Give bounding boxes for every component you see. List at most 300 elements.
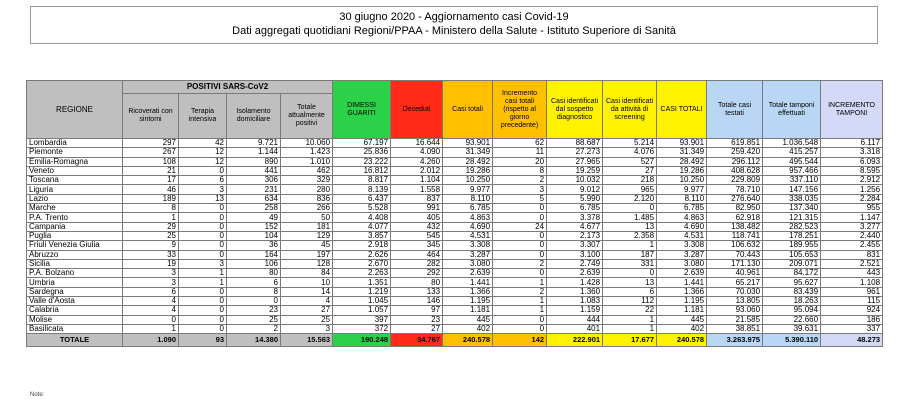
table-cell: 45 [281, 241, 333, 250]
table-cell: 1.159 [547, 306, 603, 315]
table-cell: 0 [179, 241, 227, 250]
table-row [27, 213, 883, 222]
table-cell: 1.104 [391, 176, 443, 185]
table-cell: 2.173 [547, 231, 603, 240]
table-cell: 197 [281, 250, 333, 259]
table-cell: 152 [227, 222, 281, 231]
col-header-incremento-casi: Incremento casi totali (rispetto al giorno precedente) [493, 81, 547, 139]
table-row [27, 241, 883, 250]
table-cell: 40.961 [707, 269, 763, 278]
table-cell: 128 [281, 259, 333, 268]
table-cell: 4 [123, 297, 179, 306]
table-cell: 29 [123, 222, 179, 231]
table-cell: 3.307 [547, 241, 603, 250]
table-cell: 10.060 [281, 139, 333, 148]
table-cell: 3.080 [443, 259, 493, 268]
col-header-deceduti: Deceduti [391, 81, 443, 139]
table-cell: 22 [603, 306, 657, 315]
table-row [27, 157, 883, 166]
table-row [27, 176, 883, 185]
table-cell: 10.250 [657, 176, 707, 185]
table-cell: 0 [493, 204, 547, 213]
region-name: Valle d'Aosta [27, 297, 123, 306]
table-cell: 6 [227, 278, 281, 287]
table-cell: 33 [123, 250, 179, 259]
table-cell: 112 [603, 297, 657, 306]
table-row [27, 204, 883, 213]
table-cell: 6.785 [547, 204, 603, 213]
col-header-terapia-intensiva: Terapia intensiva [179, 94, 227, 139]
table-cell: 11 [493, 148, 547, 157]
table-cell: 4 [123, 306, 179, 315]
table-cell: 266 [281, 204, 333, 213]
table-cell: 231 [227, 185, 281, 194]
table-cell: 17 [123, 176, 179, 185]
table-cell: 3.277 [821, 222, 883, 231]
table-row [27, 324, 883, 333]
report-header [30, 6, 878, 44]
table-cell: 1.036.548 [763, 139, 821, 148]
table-cell: 1.428 [547, 278, 603, 287]
table-cell: 634 [227, 194, 281, 203]
table-cell: 296.112 [707, 157, 763, 166]
table-cell: 42 [179, 139, 227, 148]
table-cell: 4.690 [657, 222, 707, 231]
table-cell: 297 [123, 139, 179, 148]
table-cell: 890 [227, 157, 281, 166]
table-cell: 27 [281, 306, 333, 315]
table-cell: 495.544 [763, 157, 821, 166]
table-cell: 8.139 [333, 185, 391, 194]
table-cell: 106 [227, 259, 281, 268]
table-cell: 4.260 [391, 157, 443, 166]
table-cell: 8.595 [821, 166, 883, 175]
table-cell: 3 [179, 259, 227, 268]
table-cell: 1 [123, 213, 179, 222]
table-cell: 93.060 [707, 306, 763, 315]
table-cell: 67.197 [333, 139, 391, 148]
col-header-regione: REGIONE [27, 81, 123, 139]
table-cell: 444 [547, 315, 603, 324]
table-cell: 36 [227, 241, 281, 250]
table-cell: 16.644 [391, 139, 443, 148]
table-cell: 20 [493, 157, 547, 166]
table-cell: 3.318 [821, 148, 883, 157]
table-cell: 84.172 [763, 269, 821, 278]
table-cell: 441 [227, 166, 281, 175]
table-cell: 372 [333, 324, 391, 333]
table-cell: 4.090 [391, 148, 443, 157]
table-cell: 2.012 [391, 166, 443, 175]
table-cell: 13 [179, 194, 227, 203]
region-name: Marche [27, 204, 123, 213]
table-cell: 19.259 [547, 166, 603, 175]
table-cell: 16.812 [333, 166, 391, 175]
table-cell: 1.181 [657, 306, 707, 315]
table-cell: 2.749 [547, 259, 603, 268]
table-cell: 0 [493, 250, 547, 259]
table-cell: 88.687 [547, 139, 603, 148]
table-cell: 5.528 [333, 204, 391, 213]
table-cell: 0 [179, 204, 227, 213]
covid-data-table [26, 80, 883, 347]
table-cell: 3.080 [657, 259, 707, 268]
table-cell: 405 [391, 213, 443, 222]
table-cell: 2.912 [821, 176, 883, 185]
table-cell: 4.077 [333, 222, 391, 231]
region-name: Friuli Venezia Giulia [27, 241, 123, 250]
table-cell: 186 [821, 315, 883, 324]
table-cell: 28.492 [657, 157, 707, 166]
table-cell: 95.627 [763, 278, 821, 287]
table-cell: 2.626 [333, 250, 391, 259]
table-cell: 276.640 [707, 194, 763, 203]
table-cell: 3 [179, 185, 227, 194]
table-cell: 4.690 [443, 222, 493, 231]
region-name: Calabria [27, 306, 123, 315]
table-cell: 8 [493, 166, 547, 175]
table-cell: 28.492 [443, 157, 493, 166]
table-cell: 19 [123, 259, 179, 268]
table-cell: 78.710 [707, 185, 763, 194]
table-cell: 2.639 [547, 269, 603, 278]
table-cell: 462 [281, 166, 333, 175]
table-cell: 4.531 [657, 231, 707, 240]
table-cell: 2 [493, 176, 547, 185]
table-cell: 0 [493, 324, 547, 333]
table-cell: 178.251 [763, 231, 821, 240]
table-cell: 1.195 [657, 297, 707, 306]
table-cell: 118.741 [707, 231, 763, 240]
table-cell: 49 [227, 213, 281, 222]
table-cell: 6 [123, 287, 179, 296]
table-cell: 2.670 [333, 259, 391, 268]
table-cell: 171.130 [707, 259, 763, 268]
table-row [27, 259, 883, 268]
table-cell: 27.273 [547, 148, 603, 157]
table-cell: 1.147 [821, 213, 883, 222]
total-cell: 240.578 [443, 334, 493, 347]
table-cell: 0 [493, 231, 547, 240]
table-cell: 12 [179, 157, 227, 166]
table-row [27, 166, 883, 175]
col-header-ricoverati: Ricoverati con sintomi [123, 94, 179, 139]
table-cell: 2.284 [821, 194, 883, 203]
table-cell: 443 [821, 269, 883, 278]
total-cell: 1.090 [123, 334, 179, 347]
table-cell: 3 [123, 278, 179, 287]
table-cell: 3.378 [547, 213, 603, 222]
table-cell: 106.632 [707, 241, 763, 250]
table-cell: 1.108 [821, 278, 883, 287]
table-cell: 4.531 [443, 231, 493, 240]
table-cell: 1.366 [443, 287, 493, 296]
region-name: Basilicata [27, 324, 123, 333]
table-cell: 1.558 [391, 185, 443, 194]
table-cell: 5 [493, 194, 547, 203]
table-cell: 2.918 [333, 241, 391, 250]
table-cell: 129 [281, 231, 333, 240]
table-cell: 164 [227, 250, 281, 259]
table-cell: 24 [493, 222, 547, 231]
table-cell: 19.286 [443, 166, 493, 175]
table-cell: 337 [821, 324, 883, 333]
table-cell: 292 [391, 269, 443, 278]
table-cell: 1 [179, 278, 227, 287]
table-cell: 1.441 [657, 278, 707, 287]
total-cell: 142 [493, 334, 547, 347]
table-cell: 105.653 [763, 250, 821, 259]
table-cell: 82.950 [707, 204, 763, 213]
table-cell: 62 [493, 139, 547, 148]
region-name: Lombardia [27, 139, 123, 148]
table-cell: 2.440 [821, 231, 883, 240]
table-cell: 13 [603, 222, 657, 231]
table-cell: 97 [391, 306, 443, 315]
total-cell: 3.263.975 [707, 334, 763, 347]
total-cell: 222.901 [547, 334, 603, 347]
table-cell: 2.358 [603, 231, 657, 240]
table-row [27, 194, 883, 203]
table-cell: 258 [227, 204, 281, 213]
table-cell: 6 [179, 176, 227, 185]
table-cell: 21 [123, 166, 179, 175]
table-cell: 70.030 [707, 287, 763, 296]
table-cell: 133 [391, 287, 443, 296]
table-cell: 401 [547, 324, 603, 333]
col-header-casi-testati: Totale casi testati [707, 81, 763, 139]
table-cell: 209.071 [763, 259, 821, 268]
table-cell: 3.287 [443, 250, 493, 259]
table-cell: 50 [281, 213, 333, 222]
table-cell: 965 [603, 185, 657, 194]
table-cell: 1 [493, 278, 547, 287]
table-cell: 8.817 [333, 176, 391, 185]
table-cell: 3.857 [333, 231, 391, 240]
table-cell: 27.965 [547, 157, 603, 166]
table-cell: 6.117 [821, 139, 883, 148]
table-cell: 13 [603, 278, 657, 287]
col-header-casi-totali: Casi totali [443, 81, 493, 139]
table-cell: 345 [391, 241, 443, 250]
table-cell: 2.455 [821, 241, 883, 250]
region-name: Molise [27, 315, 123, 324]
table-cell: 432 [391, 222, 443, 231]
table-cell: 5.990 [547, 194, 603, 203]
table-cell: 23.222 [333, 157, 391, 166]
col-header-tamponi: Totale tamponi effettuati [763, 81, 821, 139]
table-cell: 282 [391, 259, 443, 268]
table-cell: 2 [227, 324, 281, 333]
table-cell: 146 [391, 297, 443, 306]
table-cell: 4.677 [547, 222, 603, 231]
table-cell: 3 [281, 324, 333, 333]
table-cell: 6.437 [333, 194, 391, 203]
table-cell: 22.660 [763, 315, 821, 324]
table-cell: 95.094 [763, 306, 821, 315]
table-cell: 282.523 [763, 222, 821, 231]
table-cell: 3 [493, 185, 547, 194]
table-cell: 991 [391, 204, 443, 213]
table-cell: 0 [603, 269, 657, 278]
table-cell: 9.977 [657, 185, 707, 194]
col-header-screening: Casi identificati da attività di screening [603, 81, 657, 139]
table-cell: 218 [603, 176, 657, 185]
region-name: Sardegna [27, 287, 123, 296]
total-cell: 17.677 [603, 334, 657, 347]
table-cell: 147.156 [763, 185, 821, 194]
table-cell: 3.100 [547, 250, 603, 259]
table-cell: 402 [443, 324, 493, 333]
table-cell: 80 [227, 269, 281, 278]
table-cell: 267 [123, 148, 179, 157]
table-cell: 93.901 [443, 139, 493, 148]
table-row [27, 278, 883, 287]
table-cell: 957.466 [763, 166, 821, 175]
table-cell: 108 [123, 157, 179, 166]
region-name: Veneto [27, 166, 123, 175]
table-cell: 1.045 [333, 297, 391, 306]
table-cell: 0 [179, 287, 227, 296]
table-cell: 831 [821, 250, 883, 259]
table-cell: 1.366 [657, 287, 707, 296]
table-cell: 0 [179, 222, 227, 231]
table-cell: 2.639 [443, 269, 493, 278]
table-cell: 445 [657, 315, 707, 324]
table-cell: 1.360 [547, 287, 603, 296]
table-cell: 23 [391, 315, 443, 324]
table-cell: 181 [281, 222, 333, 231]
region-name: Piemonte [27, 148, 123, 157]
col-header-isolamento: Isolamento domiciliare [227, 94, 281, 139]
table-cell: 0 [179, 166, 227, 175]
total-cell: 14.380 [227, 334, 281, 347]
table-cell: 1 [493, 306, 547, 315]
table-cell: 961 [821, 287, 883, 296]
table-cell: 331 [603, 259, 657, 268]
table-cell: 39.631 [763, 324, 821, 333]
region-name: Puglia [27, 231, 123, 240]
table-cell: 280 [281, 185, 333, 194]
group-header-positivi: POSITIVI SARS-CoV2 [123, 81, 333, 94]
table-row [27, 269, 883, 278]
region-name: Lazio [27, 194, 123, 203]
table-cell: 6.785 [657, 204, 707, 213]
table-cell: 189 [123, 194, 179, 203]
table-cell: 2 [493, 287, 547, 296]
table-cell: 8 [123, 204, 179, 213]
table-cell: 4.863 [443, 213, 493, 222]
table-cell: 402 [657, 324, 707, 333]
table-cell: 10 [281, 278, 333, 287]
table-cell: 84 [281, 269, 333, 278]
table-cell: 1.219 [333, 287, 391, 296]
col-header-totale-positivi: Totale attualmente positivi [281, 94, 333, 139]
table-cell: 3 [123, 269, 179, 278]
table-cell: 924 [821, 306, 883, 315]
table-cell: 397 [333, 315, 391, 324]
report-subtitle: Dati aggregati quotidiani Regioni/PPAA - Ministero della Salute - Istituto Superiore di Sanità [232, 25, 676, 37]
table-cell: 1 [603, 315, 657, 324]
table-cell: 8.110 [657, 194, 707, 203]
table-cell: 0 [179, 231, 227, 240]
table-cell: 2.639 [657, 269, 707, 278]
table-cell: 121.315 [763, 213, 821, 222]
table-row [27, 287, 883, 296]
table-cell: 1 [179, 269, 227, 278]
table-cell: 329 [281, 176, 333, 185]
col-header-dimessi-guariti: DIMESSI GUARITI [333, 81, 391, 139]
table-row [27, 297, 883, 306]
table-cell: 8 [227, 287, 281, 296]
col-header-casi-totali-2: CASI TOTALI [657, 81, 707, 139]
table-cell: 0 [179, 213, 227, 222]
table-cell: 0 [603, 204, 657, 213]
region-name: Abruzzo [27, 250, 123, 259]
table-cell: 46 [123, 185, 179, 194]
table-cell: 187 [603, 250, 657, 259]
table-cell: 80 [391, 278, 443, 287]
total-row [27, 334, 883, 347]
table-cell: 1.144 [227, 148, 281, 157]
table-cell: 31.349 [657, 148, 707, 157]
table-cell: 25 [227, 315, 281, 324]
table-row [27, 250, 883, 259]
table-cell: 1 [123, 324, 179, 333]
table-cell: 229.809 [707, 176, 763, 185]
table-cell: 1 [603, 324, 657, 333]
table-row [27, 315, 883, 324]
table-cell: 3.308 [443, 241, 493, 250]
table-row [27, 148, 883, 157]
footnote: Note: [30, 392, 45, 398]
table-cell: 1 [603, 241, 657, 250]
table-cell: 13.805 [707, 297, 763, 306]
table-cell: 138.482 [707, 222, 763, 231]
region-name: Liguria [27, 185, 123, 194]
report-date-title: 30 giugno 2020 - Aggiornamento casi Covid-19 [339, 11, 569, 23]
region-name: Toscana [27, 176, 123, 185]
table-cell: 137.340 [763, 204, 821, 213]
table-cell: 0 [179, 315, 227, 324]
total-cell: 240.578 [657, 334, 707, 347]
table-cell: 25.836 [333, 148, 391, 157]
table-cell: 1 [493, 297, 547, 306]
table-cell: 306 [227, 176, 281, 185]
table-cell: 955 [821, 204, 883, 213]
table-cell: 0 [179, 297, 227, 306]
table-cell: 837 [391, 194, 443, 203]
table-cell: 545 [391, 231, 443, 240]
table-cell: 4.863 [657, 213, 707, 222]
table-cell: 9.721 [227, 139, 281, 148]
table-cell: 1.423 [281, 148, 333, 157]
table-cell: 19.286 [657, 166, 707, 175]
total-cell: 5.390.110 [763, 334, 821, 347]
table-cell: 83.439 [763, 287, 821, 296]
total-cell: 93 [179, 334, 227, 347]
total-cell: 34.767 [391, 334, 443, 347]
table-cell: 1.010 [281, 157, 333, 166]
table-cell: 338.035 [763, 194, 821, 203]
table-cell: 4 [281, 297, 333, 306]
table-cell: 4.408 [333, 213, 391, 222]
table-cell: 93.901 [657, 139, 707, 148]
table-cell: 10.032 [547, 176, 603, 185]
table-cell: 527 [603, 157, 657, 166]
table-cell: 464 [391, 250, 443, 259]
table-cell: 0 [227, 297, 281, 306]
